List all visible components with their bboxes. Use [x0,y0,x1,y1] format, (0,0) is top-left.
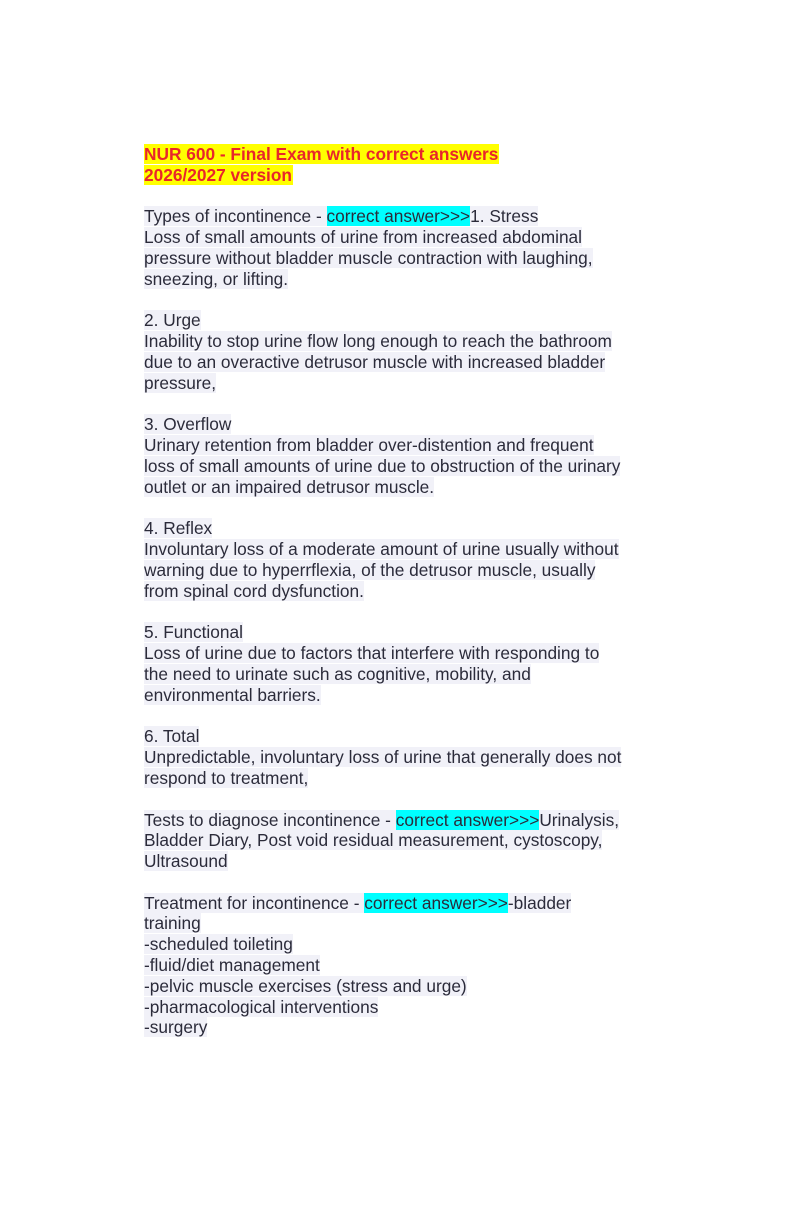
type-heading: 3. Overflow [144,414,232,435]
answer-line: Unpredictable, involuntary loss of urine that generally does not [144,747,622,768]
incontinence-type-overflow [144,414,654,497]
answer-line: Bladder Diary, Post void residual measurement, cystoscopy, [144,830,603,851]
answer-line: training [144,913,201,934]
qa-incontinence-types [144,206,654,289]
answer-line: pressure without bladder muscle contraction with laughing, [144,247,593,268]
answer-line: Urinary retention from bladder over-distention and frequent [144,435,594,456]
answer-line: -fluid/diet management [144,955,320,976]
incontinence-type-total [144,726,654,788]
answer-line: loss of small amounts of urine due to obstruction of the urinary [144,455,621,476]
answer-line: pressure, [144,372,217,393]
correct-answer-marker: correct answer>>> [364,892,508,913]
answer-line: -scheduled toileting [144,934,293,955]
answer-line: outlet or an impaired detrusor muscle. [144,476,435,497]
answer-line: Loss of urine due to factors that interfere with responding to [144,643,600,664]
answer-line: Involuntary loss of a moderate amount of urine usually without [144,539,619,560]
answer-line: Inability to stop urine flow long enough to reach the bathroom [144,331,612,352]
qa-incontinence-treatment [144,893,654,1039]
correct-answer-marker: correct answer>>> [326,206,471,227]
answer-text: 1. Stress [470,206,539,227]
document-page [144,144,654,1059]
answer-line: sneezing, or lifting. [144,268,289,289]
correct-answer-marker: correct answer>>> [395,809,540,830]
answer-line: respond to treatment, [144,767,309,788]
answer-line: the need to urinate such as cognitive, mobility, and [144,663,531,684]
answer-line: Loss of small amounts of urine from increased abdominal [144,227,583,248]
answer-line: due to an overactive detrusor muscle with increased bladder [144,351,606,372]
answer-line: Ultrasound [144,851,228,872]
title-line-2: 2026/2027 version [144,164,292,185]
title-line-1: NUR 600 - Final Exam with correct answers [144,144,499,164]
document-title [144,144,654,186]
type-heading: 4. Reflex [144,518,213,539]
question-text: Tests to diagnose incontinence - [144,809,396,830]
answer-text: Urinalysis, [539,809,620,830]
answer-line: from spinal cord dysfunction. [144,580,364,601]
incontinence-type-urge [144,310,654,393]
incontinence-type-functional [144,622,654,705]
type-heading: 6. Total [144,726,200,747]
answer-line: -pharmacological interventions [144,996,379,1017]
answer-line: environmental barriers. [144,684,321,705]
question-text: Treatment for incontinence - [144,892,365,913]
answer-line: -surgery [144,1017,208,1038]
type-heading: 5. Functional [144,622,243,643]
qa-incontinence-tests [144,810,654,872]
answer-line: warning due to hyperrflexia, of the detrusor muscle, usually [144,559,596,580]
incontinence-type-reflex [144,518,654,601]
answer-line: -pelvic muscle exercises (stress and urge) [144,975,467,996]
answer-text: -bladder [507,892,572,913]
type-heading: 2. Urge [144,310,201,331]
question-text: Types of incontinence - [144,206,327,227]
